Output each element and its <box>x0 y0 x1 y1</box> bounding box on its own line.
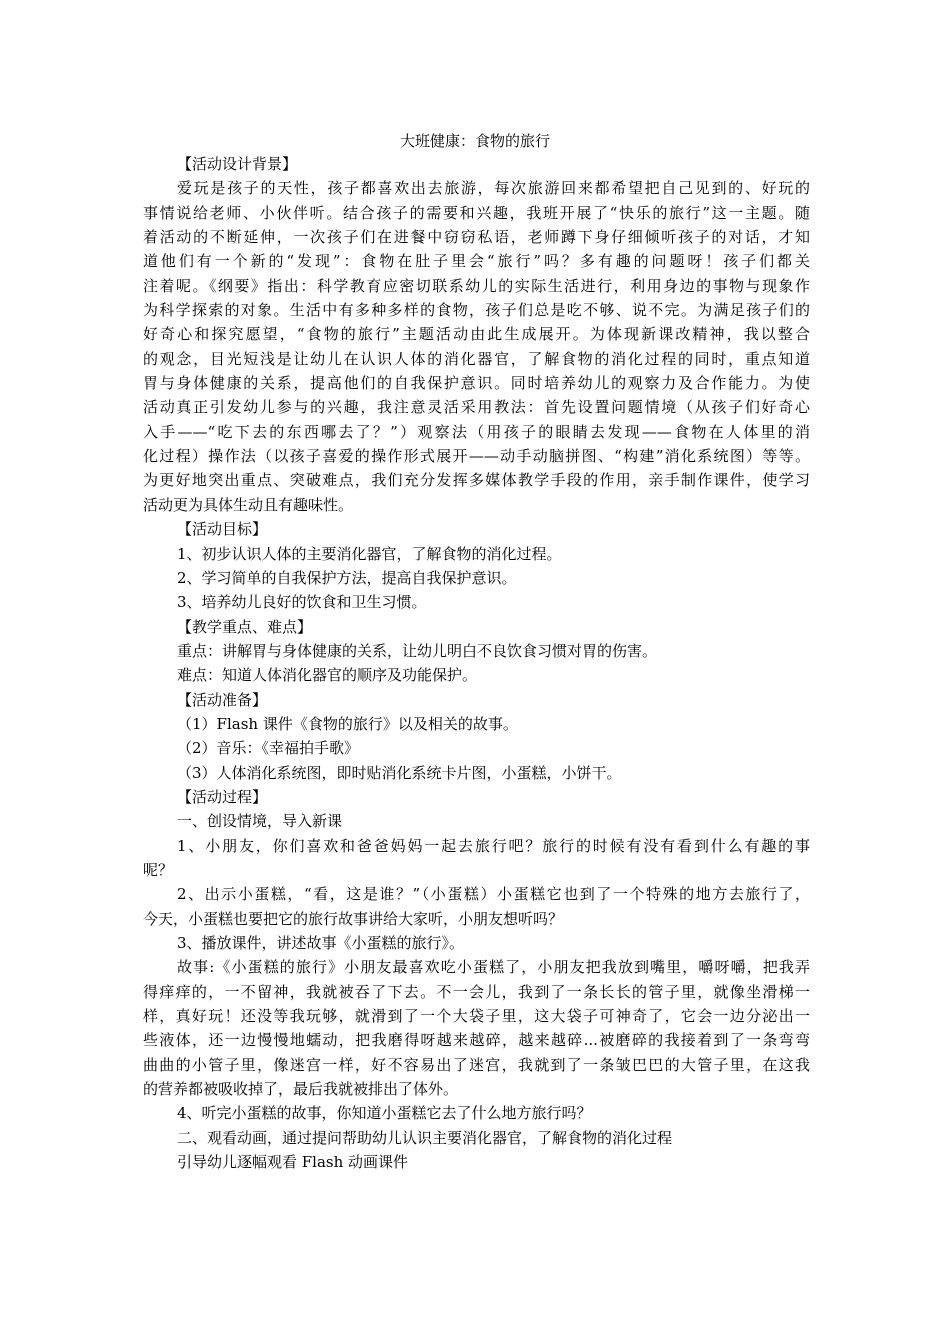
text-line: 呢？ <box>143 860 174 879</box>
text-line: 重点：讲解胃与身体健康的关系，让幼儿明白不良饮食习惯对胃的伤害。 <box>177 641 658 660</box>
text-line: 故事:《小蛋糕的旅行》小朋友最喜欢吃小蛋糕了，小朋友把我放到嘴里，嚼呀嚼，把我弄 <box>177 958 810 977</box>
text-line: 活动真正引发幼儿参与的兴趣，我注意灵活采用教法：首先设置问题情境（从孩子们好奇心 <box>143 398 810 417</box>
text-line: 【活动设计背景】 <box>177 155 298 173</box>
text-line: 2、学习简单的自我保护方法，提高自我保护意识。 <box>177 568 517 587</box>
text-line: 好奇心和探究愿望，“食物的旅行”主题活动由此生成展开。为体现新课改精神，我以整合 <box>143 325 810 344</box>
text-line: 【活动目标】 <box>177 520 268 539</box>
text-line: 【活动过程】 <box>177 787 268 806</box>
text-line: 为科学探索的对象。生活中有多种多样的食物，孩子们总是吃不够、说不完。为满足孩子们的 <box>143 301 810 320</box>
text-line: 化过程）操作法（以孩子喜爱的操作形式展开——动手动脑拼图、“构建”消化系统图）等等。 <box>143 447 810 466</box>
text-line: 二、观看动画，通过提问帮助幼儿认识主要消化器官，了解食物的消化过程 <box>177 1128 673 1147</box>
text-line: 得痒痒的，一不留神，我就被吞了下去。不一会儿，我到了一条长长的管子里，就像坐滑梯一 <box>143 982 810 1001</box>
text-line: 样，真好玩！还没等我玩够，就滑到了一个大袋子里，这大袋子可神奇了，它会一边分泌出一 <box>143 1007 810 1026</box>
text-line: 1、初步认识人体的主要消化器官，了解食物的消化过程。 <box>177 544 562 563</box>
document-body <box>143 152 810 1174</box>
text-line: 事情说给老师、小伙伴听。结合孩子的需要和兴趣，我班开展了“快乐的旅行”这一主题。随 <box>143 203 810 222</box>
text-line: 2、出示小蛋糕，“看，这是谁？”（小蛋糕）小蛋糕它也到了一个特殊的地方去旅行了， <box>177 885 810 904</box>
text-line: 为更好地突出重点、突破难点，我们充分发挥多媒体教学手段的作用，亲手制作课件，使学习 <box>143 471 810 490</box>
text-line: 道他们有一个新的“发现”：食物在肚子里会“旅行”吗？多有趣的问题呀！孩子们都关 <box>143 252 810 271</box>
text-line: （3）人体消化系统图，即时贴消化系统卡片图，小蛋糕，小饼干。 <box>177 763 622 782</box>
text-line: 的观念，目光短浅是让幼儿在认识人体的消化器官，了解食物的消化过程的同时，重点知道 <box>143 349 810 368</box>
text-line: 胃与身体健康的关系，提高他们的自我保护意识。同时培养幼儿的观察力及合作能力。为使 <box>143 374 810 393</box>
text-line: 1、小朋友，你们喜欢和爸爸妈妈一起去旅行吧？旅行的时候有没有看到什么有趣的事 <box>177 836 810 855</box>
text-line: 爱玩是孩子的天性，孩子都喜欢出去旅游，每次旅游回来都希望把自己见到的、好玩的 <box>177 179 810 198</box>
text-line: 些液体，还一边慢慢地蠕动，把我磨得呀越来越碎，越来越碎...被磨碎的我接着到了一条弯弯 <box>143 1031 810 1050</box>
text-line: （1）Flash 课件《食物的旅行》以及相关的故事。 <box>177 714 518 733</box>
text-line: 今天，小蛋糕也要把它的旅行故事讲给大家听，小朋友想听吗？ <box>143 909 564 928</box>
text-line: 【活动准备】 <box>177 690 268 709</box>
text-line: 4、听完小蛋糕的故事，你知道小蛋糕它去了什么地方旅行吗？ <box>177 1104 592 1123</box>
text-line: 3、培养幼儿良好的饮食和卫生习惯。 <box>177 593 427 612</box>
text-line: 一、创设情境，导入新课 <box>177 812 343 831</box>
text-line: 3、播放课件，讲述故事《小蛋糕的旅行》。 <box>177 934 465 952</box>
text-line: 曲曲的小管子里，像迷宫一样，好不容易出了迷宫，我就到了一条皱巴巴的大管子里，在这我 <box>143 1055 810 1074</box>
text-line: 着活动的不断延伸，一次孩子们在进餐中窃窃私语，老师蹲下身仔细倾听孩子的对话，才知 <box>143 228 810 247</box>
document-title: 大班健康：食物的旅行 <box>399 132 550 150</box>
text-line: （2）音乐：《幸福拍手歌》 <box>177 739 360 758</box>
text-line: 【教学重点、难点】 <box>177 617 313 636</box>
text-line: 的营养都被吸收掉了，最后我就被排出了体外。 <box>143 1080 459 1099</box>
text-line: 活动更为具体生动且有趣味性。 <box>143 495 354 514</box>
text-line: 注着呢。《纲要》指出：科学教育应密切联系幼儿的实际生活进行，利用身边的事物与现象作 <box>143 276 810 295</box>
text-line: 难点：知道人体消化器官的顺序及功能保护。 <box>177 666 478 685</box>
text-line: 入手——“吃下去的东西哪去了？”）观察法（用孩子的眼睛去发现——食物在人体里的消 <box>143 422 810 441</box>
text-line: 引导幼儿逐幅观看 Flash 动画课件 <box>177 1153 409 1172</box>
